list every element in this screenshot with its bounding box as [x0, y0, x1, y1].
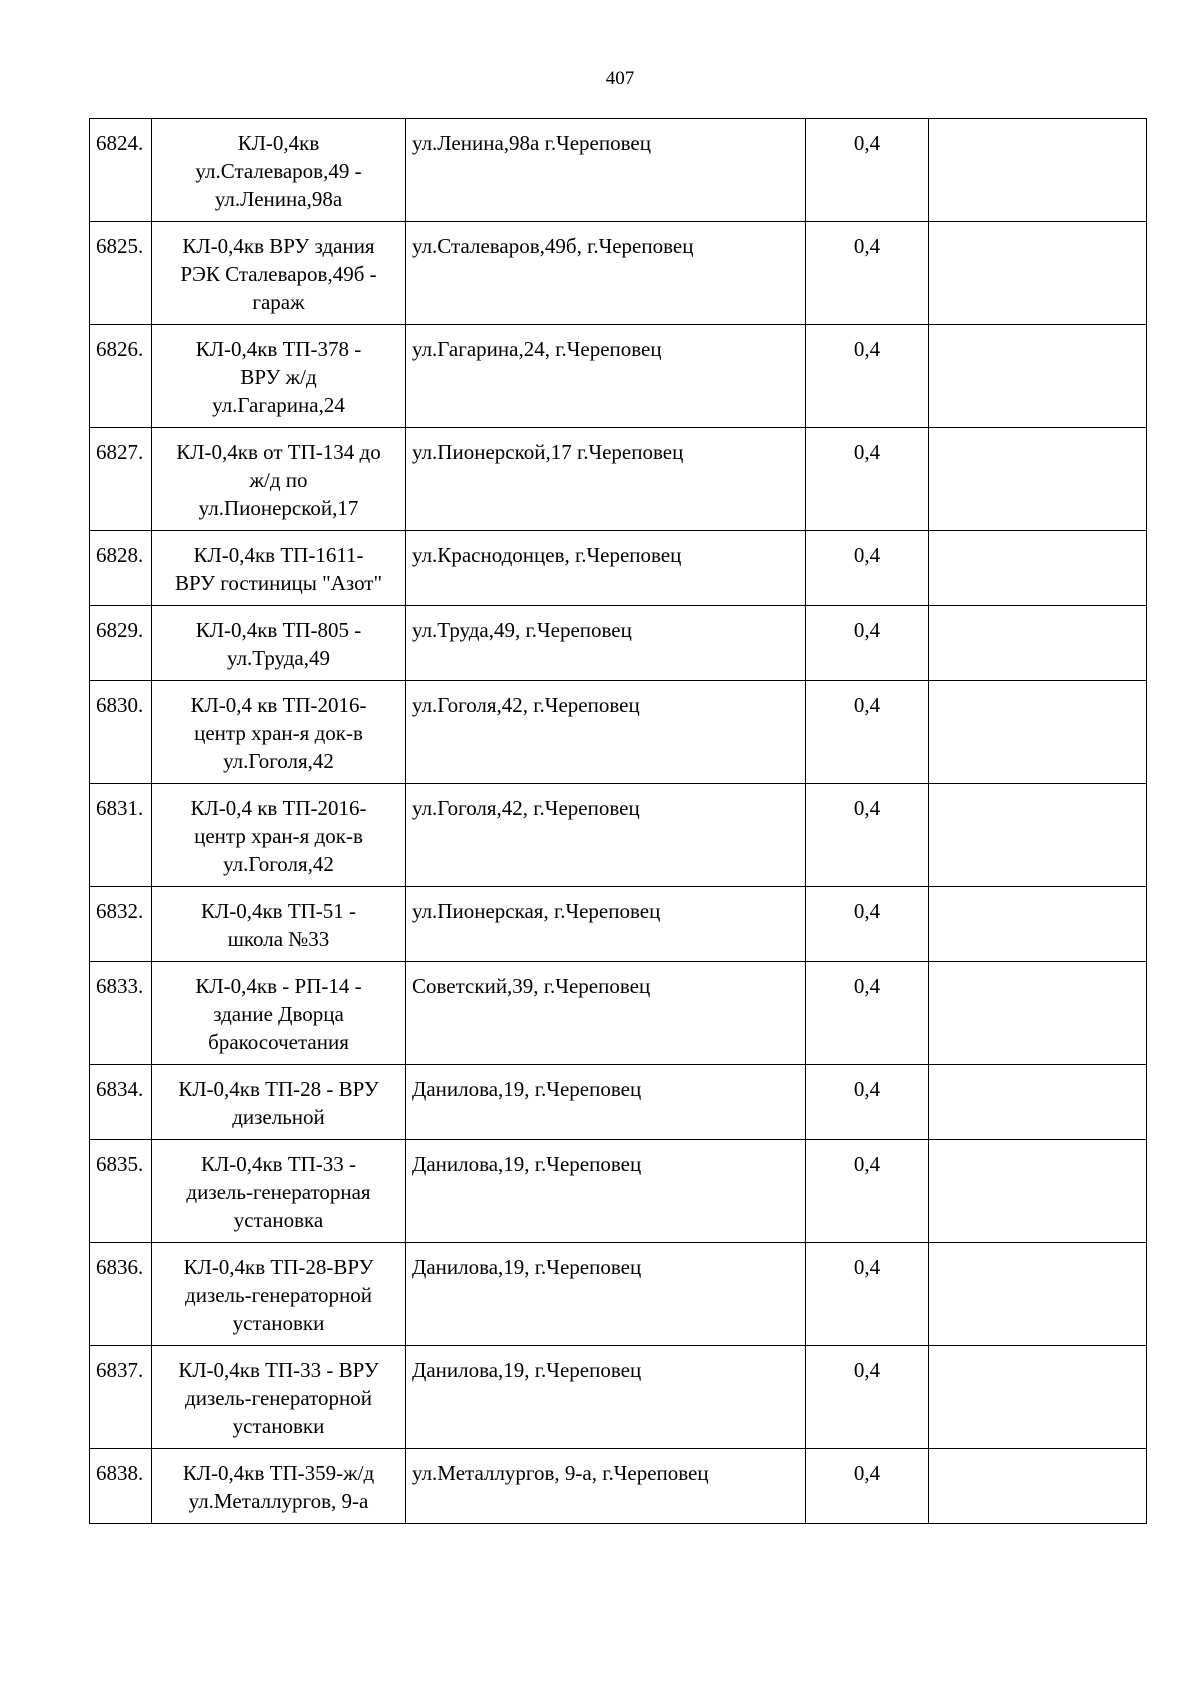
voltage-cell: 0,4	[806, 222, 929, 325]
note-cell	[929, 1140, 1147, 1243]
note-cell	[929, 606, 1147, 681]
cable-line-name-cell	[152, 606, 406, 681]
note-cell	[929, 1449, 1147, 1524]
voltage-cell: 0,4	[806, 325, 929, 428]
voltage-cell: 0,4	[806, 428, 929, 531]
address-cell: ул.Краснодонцев, г.Череповец	[406, 531, 806, 606]
cable-line-name-line: КЛ-0,4кв ВРУ здания	[182, 234, 375, 258]
table-row	[90, 1243, 1147, 1346]
cable-line-name-line: КЛ-0,4кв ТП-51 -	[200, 899, 357, 923]
cable-line-name-cell	[152, 325, 406, 428]
row-number-cell: 6837.	[90, 1346, 152, 1449]
cable-line-name-line: КЛ-0,4кв ТП-805 -	[195, 618, 362, 642]
address-cell: Данилова,19, г.Череповец	[406, 1243, 806, 1346]
table-row	[90, 325, 1147, 428]
table-row	[90, 784, 1147, 887]
address-cell: Данилова,19, г.Череповец	[406, 1140, 806, 1243]
address-cell: ул.Гагарина,24, г.Череповец	[406, 325, 806, 428]
row-number-cell: 6838.	[90, 1449, 152, 1524]
cable-line-name-line: бракосочетания	[208, 1030, 349, 1054]
note-cell	[929, 531, 1147, 606]
cable-line-name-cell	[152, 681, 406, 784]
note-cell	[929, 887, 1147, 962]
cable-line-name-cell	[152, 1346, 406, 1449]
table-row	[90, 428, 1147, 531]
row-number-cell: 6826.	[90, 325, 152, 428]
cable-line-name-line: центр хран-я док-в	[194, 721, 363, 745]
cable-line-name-cell	[152, 1140, 406, 1243]
note-cell	[929, 962, 1147, 1065]
cable-line-name-line: центр хран-я док-в	[194, 824, 363, 848]
cable-line-name-line: гараж	[252, 290, 305, 314]
cable-line-name-cell	[152, 887, 406, 962]
cable-line-name-line: ВРУ ж/д	[240, 365, 317, 389]
row-number-cell: 6834.	[90, 1065, 152, 1140]
cable-lines-table	[89, 118, 1147, 1524]
cable-line-name-line: здание Дворца	[213, 1002, 344, 1026]
address-cell: ул.Сталеваров,49б, г.Череповец	[406, 222, 806, 325]
table-row	[90, 531, 1147, 606]
cable-line-name-line: ул.Гоголя,42	[223, 749, 334, 773]
cable-line-name-line: КЛ-0,4кв ТП-378 -	[195, 337, 362, 361]
address-cell: ул.Гоголя,42, г.Череповец	[406, 784, 806, 887]
cable-line-name-cell	[152, 222, 406, 325]
row-number-cell: 6825.	[90, 222, 152, 325]
cable-line-name-cell	[152, 784, 406, 887]
cable-line-name-line: установки	[232, 1311, 325, 1335]
voltage-cell: 0,4	[806, 1449, 929, 1524]
cable-line-name-line: ул.Ленина,98а	[214, 187, 343, 211]
voltage-cell: 0,4	[806, 784, 929, 887]
cable-line-name-line: ул.Пионерской,17	[198, 496, 359, 520]
table-row	[90, 119, 1147, 222]
cable-line-name-line: установка	[233, 1208, 324, 1232]
cable-line-name-cell	[152, 1449, 406, 1524]
cable-line-name-cell	[152, 1243, 406, 1346]
voltage-cell: 0,4	[806, 1346, 929, 1449]
cable-line-name-cell	[152, 119, 406, 222]
address-cell: ул.Ленина,98а г.Череповец	[406, 119, 806, 222]
cable-line-name-line: КЛ-0,4кв ТП-28-ВРУ	[183, 1255, 374, 1279]
table-row	[90, 1140, 1147, 1243]
cable-line-name-line: ул.Сталеваров,49 -	[195, 159, 362, 183]
voltage-cell: 0,4	[806, 962, 929, 1065]
voltage-cell: 0,4	[806, 606, 929, 681]
note-cell	[929, 325, 1147, 428]
address-cell: Данилова,19, г.Череповец	[406, 1346, 806, 1449]
cable-line-name-line: КЛ-0,4кв ТП-359-ж/д	[182, 1461, 375, 1485]
table-row	[90, 1449, 1147, 1524]
address-cell: ул.Металлургов, 9-а, г.Череповец	[406, 1449, 806, 1524]
cable-line-name-line: РЭК Сталеваров,49б -	[180, 262, 377, 286]
cable-line-name-line: КЛ-0,4 кв ТП-2016-	[190, 796, 367, 820]
table-body	[90, 119, 1147, 1524]
voltage-cell: 0,4	[806, 1243, 929, 1346]
row-number-cell: 6831.	[90, 784, 152, 887]
row-number-cell: 6828.	[90, 531, 152, 606]
table-row	[90, 887, 1147, 962]
cable-line-name-line: школа №33	[227, 927, 330, 951]
address-cell: ул.Гоголя,42, г.Череповец	[406, 681, 806, 784]
address-cell: Данилова,19, г.Череповец	[406, 1065, 806, 1140]
page-number: 407	[605, 68, 635, 89]
address-cell: ул.Пионерская, г.Череповец	[406, 887, 806, 962]
voltage-cell: 0,4	[806, 887, 929, 962]
cable-line-name-line: КЛ-0,4кв от ТП-134 до	[176, 440, 381, 464]
address-cell: ул.Труда,49, г.Череповец	[406, 606, 806, 681]
cable-line-name-line: КЛ-0,4кв - РП-14 -	[195, 974, 362, 998]
table-row	[90, 962, 1147, 1065]
note-cell	[929, 119, 1147, 222]
address-cell: ул.Пионерской,17 г.Череповец	[406, 428, 806, 531]
table-row	[90, 681, 1147, 784]
note-cell	[929, 428, 1147, 531]
voltage-cell: 0,4	[806, 119, 929, 222]
cable-line-name-line: ВРУ гостиницы "Азот"	[174, 571, 383, 595]
cable-line-name-line: ул.Металлургов, 9-а	[188, 1489, 369, 1513]
cable-line-name-line: ул.Гоголя,42	[223, 852, 334, 876]
cable-line-name-line: ул.Гагарина,24	[212, 393, 345, 417]
note-cell	[929, 222, 1147, 325]
cable-line-name-line: ул.Труда,49	[227, 646, 330, 670]
cable-line-name-line: КЛ-0,4кв	[237, 131, 320, 155]
row-number-cell: 6836.	[90, 1243, 152, 1346]
row-number-cell: 6830.	[90, 681, 152, 784]
row-number-cell: 6827.	[90, 428, 152, 531]
address-cell: Советский,39, г.Череповец	[406, 962, 806, 1065]
note-cell	[929, 681, 1147, 784]
cable-line-name-line: дизель-генераторной	[185, 1283, 372, 1307]
table-row	[90, 222, 1147, 325]
cable-line-name-line: дизельной	[232, 1105, 325, 1129]
voltage-cell: 0,4	[806, 531, 929, 606]
row-number-cell: 6832.	[90, 887, 152, 962]
table-row	[90, 1346, 1147, 1449]
voltage-cell: 0,4	[806, 1140, 929, 1243]
cable-line-name-cell	[152, 1065, 406, 1140]
note-cell	[929, 1243, 1147, 1346]
cable-line-name-line: КЛ-0,4 кв ТП-2016-	[190, 693, 367, 717]
voltage-cell: 0,4	[806, 1065, 929, 1140]
row-number-cell: 6824.	[90, 119, 152, 222]
row-number-cell: 6829.	[90, 606, 152, 681]
note-cell	[929, 784, 1147, 887]
cable-line-name-line: ж/д по	[249, 468, 308, 492]
table-row	[90, 1065, 1147, 1140]
note-cell	[929, 1346, 1147, 1449]
cable-line-name-line: установки	[232, 1414, 325, 1438]
voltage-cell: 0,4	[806, 681, 929, 784]
row-number-cell: 6835.	[90, 1140, 152, 1243]
note-cell	[929, 1065, 1147, 1140]
table-row	[90, 606, 1147, 681]
cable-line-name-line: КЛ-0,4кв ТП-1611-	[193, 543, 364, 567]
cable-line-name-line: дизель-генераторная	[186, 1180, 371, 1204]
cable-line-name-cell	[152, 428, 406, 531]
cable-line-name-line: КЛ-0,4кв ТП-33 -	[200, 1152, 357, 1176]
cable-line-name-cell	[152, 531, 406, 606]
row-number-cell: 6833.	[90, 962, 152, 1065]
cable-line-name-line: КЛ-0,4кв ТП-28 - ВРУ	[178, 1077, 379, 1101]
cable-line-name-line: КЛ-0,4кв ТП-33 - ВРУ	[178, 1358, 379, 1382]
cable-line-name-line: дизель-генераторной	[185, 1386, 372, 1410]
cable-line-name-cell	[152, 962, 406, 1065]
